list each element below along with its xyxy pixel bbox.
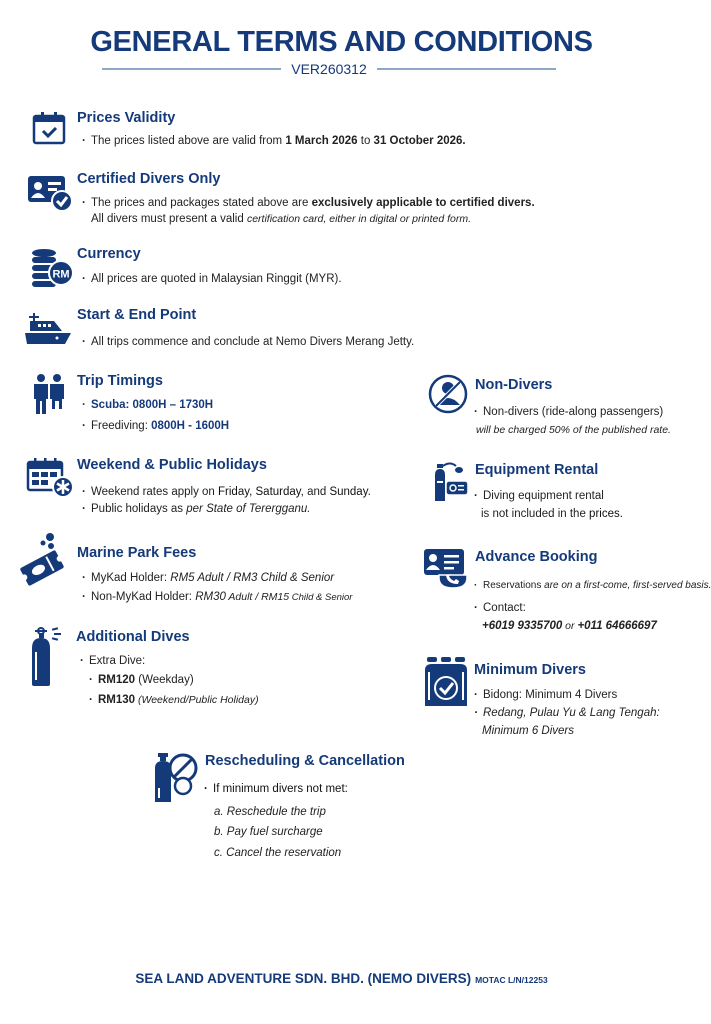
certified-divers-title: Certified Divers Only [77,171,221,187]
version-row [102,60,556,78]
prices-validity-title: Prices Validity [77,110,176,126]
option-reschedule: a. Reschedule the trip [214,806,326,818]
freediving-timing: · Freediving: 0800H - 1600H [82,420,229,432]
license-number: MOTAC L/N/12253 [475,975,548,985]
divider-left [102,68,281,70]
marine-park-title: Marine Park Fees [77,545,197,561]
calendar-holiday-icon [27,458,75,498]
equipment-icon [434,461,470,503]
minimum-divers-title: Minimum Divers [474,662,586,678]
equipment-text-2: is not included in the prices. [481,508,623,520]
additional-dives-title: Additional Dives [76,629,190,645]
rescheduling-title: Rescheduling & Cancellation [205,753,405,769]
booking-contact-label: · Contact: [474,602,526,614]
boat-icon [24,311,72,347]
weekend-title: Weekend & Public Holidays [77,457,267,473]
bidong-minimum: · Bidong: Minimum 4 Divers [474,689,617,701]
public-holiday-text: · Public holidays as per State of Terergganu. [82,503,311,515]
no-person-icon [428,374,468,414]
currency-icon-label: RM [52,268,70,281]
people-icon [32,373,66,415]
non-divers-title: Non-Divers [475,377,553,393]
option-cancel: c. Cancel the reservation [214,847,342,859]
rescheduling-condition: · If minimum divers not met: [204,783,348,795]
certified-divers-text-2: All divers must present a valid certification card, either in digital or printed form. [91,213,472,225]
currency-title: Currency [77,246,141,262]
coins-rm-icon [31,248,75,288]
weekend-text: · Weekend rates apply on Friday, Saturday, and Sunday. [82,486,371,498]
start-end-title: Start & End Point [77,307,197,323]
mykad-fee: · MyKad Holder: RM5 Adult / RM3 Child & Senior [82,572,334,584]
redang-minimum: · Redang, Pulau Yu & Lang Tengah: [474,707,660,719]
extra-dive-label: · Extra Dive: [80,655,145,667]
non-divers-text-2: will be charged 50% of the published rate. [476,424,671,436]
booking-title: Advance Booking [475,549,598,565]
redang-minimum-count: Minimum 6 Divers [482,725,575,737]
footer [0,970,683,988]
booking-phone-icon [423,548,469,590]
certified-divers-text-1: · The prices and packages stated above are exclusively applicable to certified divers. [82,197,535,209]
non-mykad-fee: · Non-MyKad Holder: RM30 Adult / RM15 Child & Senior [82,591,352,603]
extra-dive-weekend: · RM130 (Weekend/Public Holiday) [89,694,259,706]
id-card-check-icon [27,174,73,212]
option-fuel-surcharge: b. Pay fuel surcharge [214,826,323,838]
divider-right [377,68,556,70]
start-end-text: · All trips commence and conclude at Nemo Divers Merang Jetty. [82,336,414,348]
scuba-timing: · Scuba: 0800H – 1730H [82,399,213,411]
phone-1: +6019 9335700 [482,620,563,632]
equipment-title: Equipment Rental [475,462,599,478]
tanks-check-icon [424,656,468,708]
trip-timings-title: Trip Timings [77,373,163,389]
tank-cancel-icon [154,752,200,804]
calendar-check-icon [32,111,66,145]
company-name: SEA LAND ADVENTURE SDN. BHD. (NEMO DIVERS) [135,971,472,986]
extra-dive-weekday: · RM120 (Weekday) [89,674,194,686]
phone-2: +011 64666697 [577,620,657,632]
booking-contact-phones: +6019 9335700 or +011 64666697 [482,620,657,632]
equipment-text-1: · Diving equipment rental [474,490,604,502]
currency-text: · All prices are quoted in Malaysian Ringgit (MYR). [82,273,342,285]
tank-icon [30,626,70,688]
booking-text: · Reservations are on a first-come, first-served basis. [474,580,711,591]
ticket-icon [20,532,68,582]
page-title: GENERAL TERMS AND CONDITIONS [90,26,593,58]
prices-validity-text: · The prices listed above are valid from 1 March 2026 to 31 October 2026. [82,135,466,147]
version-label: VER260312 [291,61,367,77]
non-divers-text-1: · Non-divers (ride-along passengers) [474,406,663,418]
